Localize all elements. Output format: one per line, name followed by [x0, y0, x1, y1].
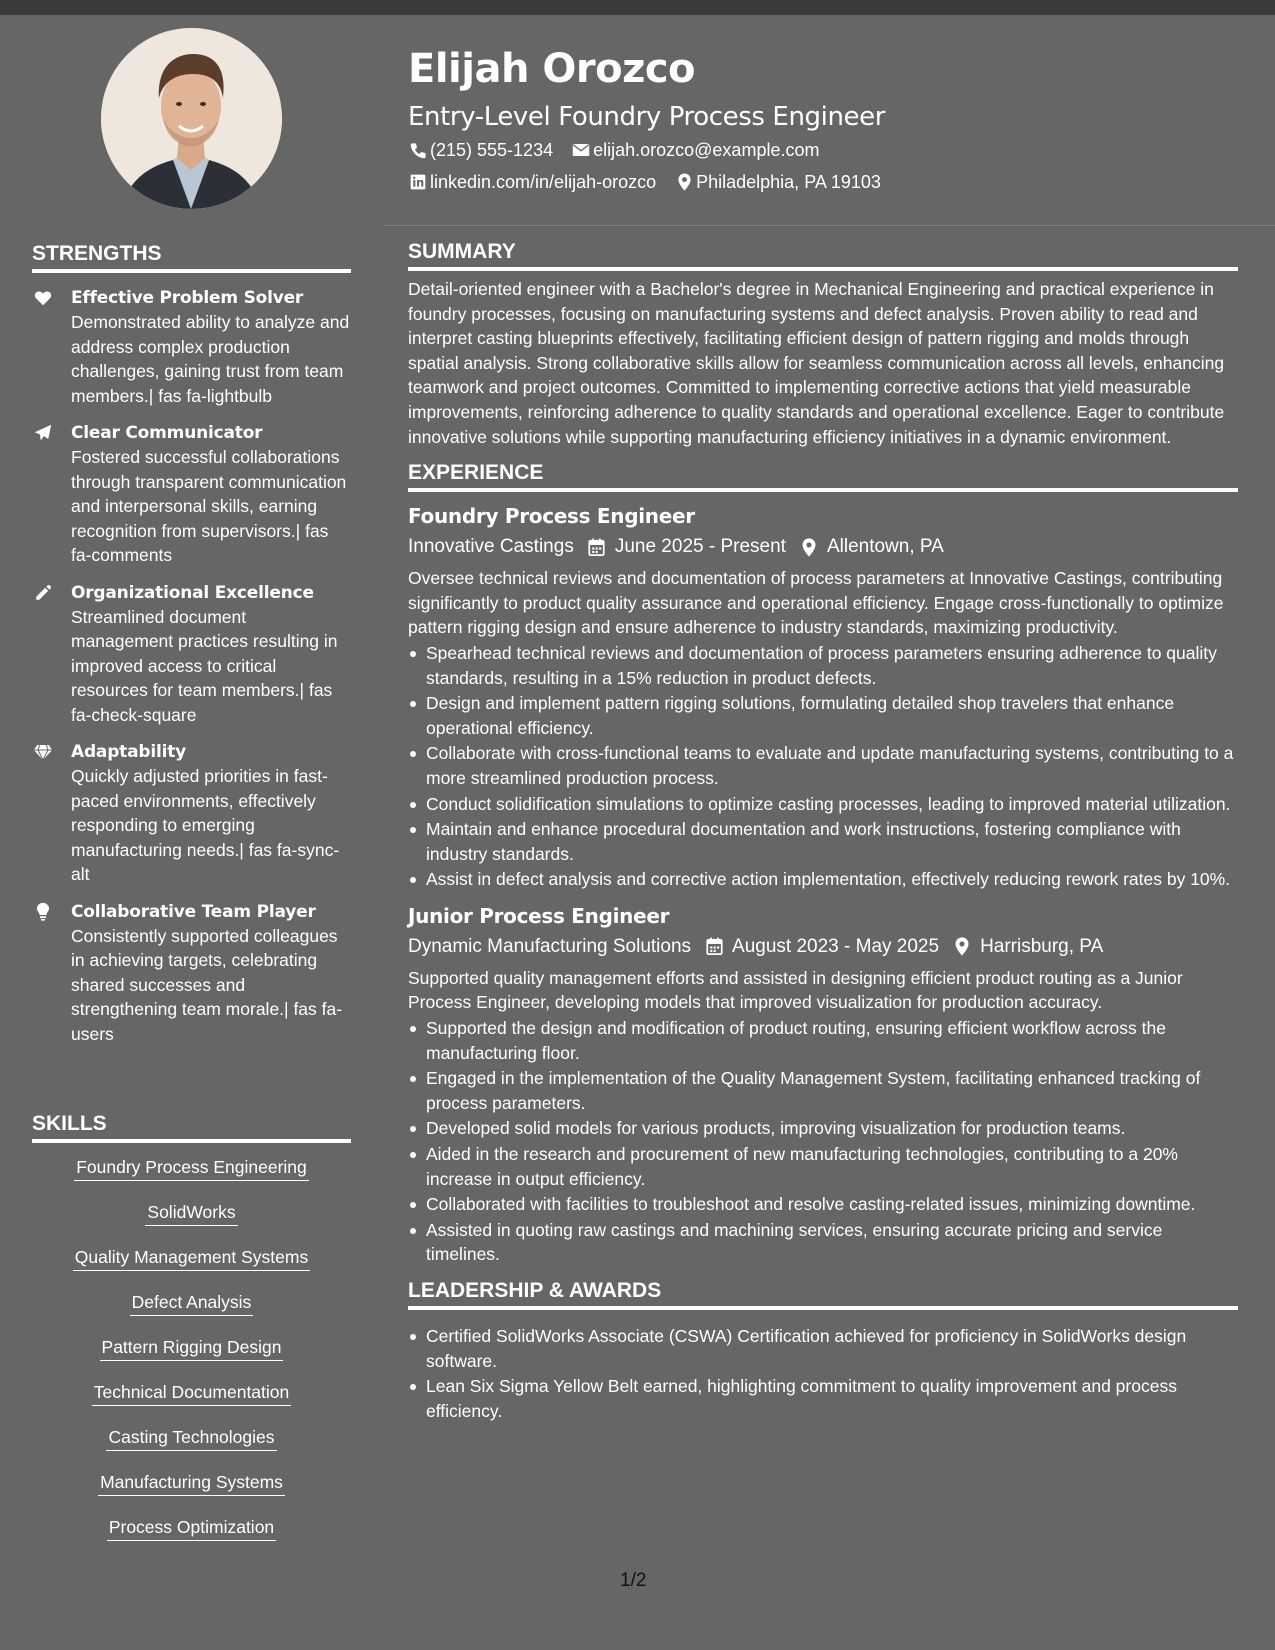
skill-label: Defect Analysis: [130, 1291, 254, 1316]
job-bullet: Design and implement pattern rigging solutions, formulating detailed shop travelers that enhance operational efficiency.: [408, 691, 1238, 740]
skills-section: [32, 1112, 351, 1561]
strength-title: Adaptability: [71, 742, 187, 762]
strength-title: Collaborative Team Player: [71, 901, 316, 922]
strength-item: [32, 740, 351, 887]
skill-item: [32, 1426, 351, 1471]
job-dates: June 2025 - Present: [614, 536, 786, 558]
strengths-section: [32, 242, 351, 1046]
strength-desc: Streamlined document management practices resulting in improved access to critical resources for team members.| fas fa-check-square: [71, 606, 338, 725]
strength-item: [32, 286, 351, 408]
skill-item: [32, 1246, 351, 1291]
strength-title: Effective Problem Solver: [71, 288, 304, 308]
award-item: Certified SolidWorks Associate (CSWA) Certification achieved for proficiency in SolidWorks design software.: [408, 1324, 1238, 1373]
skill-label: SolidWorks: [145, 1201, 237, 1226]
experience-heading: EXPERIENCE: [408, 461, 1238, 492]
job-meta: [408, 932, 1238, 962]
skill-item: [32, 1201, 351, 1246]
skill-item: [32, 1471, 351, 1516]
job-bullet: Supported the design and modification of product routing, ensuring efficient workflow across the manufacturing floor.: [408, 1016, 1238, 1065]
awards-heading: LEADERSHIP & AWARDS: [408, 1279, 1238, 1310]
skill-label: Foundry Process Engineering: [74, 1156, 309, 1181]
skill-item: [32, 1381, 351, 1426]
resume-header: [408, 38, 1248, 198]
summary-section: [408, 240, 1238, 449]
top-bar: [0, 0, 1275, 15]
job-meta: [408, 532, 1238, 562]
page-number: 1/2: [620, 1570, 647, 1591]
pencil-icon: [33, 583, 53, 603]
strength-desc: Demonstrated ability to analyze and address complex production challenges, gaining trust from team members.| fas fa-lightbulb: [71, 312, 350, 406]
job-dates: August 2023 - May 2025: [732, 935, 940, 957]
job-bullet: Aided in the research and procurement of new manufacturing technologies, contributing to a 20% increase in output efficiency.: [408, 1142, 1238, 1191]
job-role: Junior Process Engineer: [408, 903, 670, 928]
job-location: Harrisburg, PA: [980, 935, 1104, 957]
strength-title: Organizational Excellence: [71, 582, 314, 603]
strength-desc: Quickly adjusted priorities in fast-paced environments, effectively responding to emerging manufacturing needs.| fas fa-sync-alt: [71, 766, 340, 884]
skills-heading: SKILLS: [32, 1112, 351, 1143]
skill-item: [32, 1516, 351, 1561]
job-bullet: Developed solid models for various products, improving visualization for production teams.: [408, 1116, 1238, 1141]
skill-item: [32, 1291, 351, 1336]
job-entry: [408, 902, 1238, 1267]
phone-text: (215) 555-1234: [430, 140, 554, 160]
candidate-name: Elijah Orozco: [408, 46, 696, 92]
job-company: Dynamic Manufacturing Solutions: [408, 935, 692, 957]
awards-section: [408, 1279, 1238, 1423]
skill-label: Quality Management Systems: [73, 1246, 310, 1271]
contact-row: [408, 166, 1248, 198]
job-description: Supported quality management efforts and assisted in designing efficient product routing as a Junior Process Engineer, developing models that improved visualization for production accuracy.: [408, 967, 1183, 1013]
job-bullets: [408, 1016, 1238, 1267]
skill-label: Manufacturing Systems: [98, 1471, 285, 1496]
job-bullet: Maintain and enhance procedural documentation and work instructions, fostering compliance with industry standards.: [408, 817, 1238, 866]
envelope-icon: [571, 140, 591, 160]
skill-label: Pattern Rigging Design: [100, 1336, 284, 1361]
job-bullet: Collaborate with cross-functional teams to evaluate and update manufacturing systems, contributing to a more streamlined production process.: [408, 741, 1238, 790]
strength-item: [32, 900, 351, 1047]
linkedin-contact[interactable]: [408, 166, 656, 198]
awards-list: [408, 1324, 1238, 1423]
job-entry: [408, 502, 1238, 892]
job-bullet: Assist in defect analysis and corrective action implementation, effectively reducing rework rates by 10%.: [408, 867, 1238, 892]
strength-item: [32, 421, 351, 568]
map-marker-icon: [799, 536, 819, 558]
experience-section: [408, 461, 1238, 1267]
skill-label: Technical Documentation: [92, 1381, 292, 1406]
job-bullet: Engaged in the implementation of the Quality Management System, facilitating enhanced tracking of process parameters.: [408, 1066, 1238, 1115]
strength-title: Clear Communicator: [71, 423, 263, 443]
heart-icon: [33, 288, 53, 308]
header-divider: [383, 225, 1275, 226]
summary-text: Detail-oriented engineer with a Bachelor's degree in Mechanical Engineering and practical experience in foundry processes, focusing on manufacturing systems and defect analysis. Proven ability to read and interpret casting blueprints effectively, facilitating efficient design of pattern rigging and molds through spatial analysis. Strong collaborative skills allow for seamless communication across all levels, enhancing teamwork and project outcomes. Committed to implementing corrective actions that yield measurable improvements, reinforcing adherence to quality standards and operational excellence. Eager to contribute innovative solutions while supporting manufacturing efficiency initiatives in a dynamic environment.: [408, 279, 1225, 447]
job-location: Allentown, PA: [826, 536, 944, 558]
skill-item: [32, 1156, 351, 1201]
sidebar: [0, 15, 383, 1650]
job-bullet: Conduct solidification simulations to optimize casting processes, leading to improved material utilization.: [408, 792, 1238, 817]
email-text: elijah.orozco@example.com: [593, 140, 820, 160]
location-text: Philadelphia, PA 19103: [696, 172, 881, 192]
strength-desc: Consistently supported colleagues in achieving targets, celebrating shared successes and strengthening team morale.| fas fa-users: [71, 925, 343, 1044]
job-role: Foundry Process Engineer: [408, 504, 695, 529]
job-bullets: [408, 641, 1238, 892]
gem-icon: [33, 742, 53, 762]
contact-row: [408, 134, 1248, 166]
location-contact: [674, 166, 881, 198]
email-contact[interactable]: [571, 134, 819, 166]
phone-contact[interactable]: [408, 134, 553, 166]
job-bullet: Spearhead technical reviews and documentation of process parameters ensuring adherence to quality standards, resulting in a 15% reduction in product defects.: [408, 641, 1238, 690]
linkedin-text: linkedin.com/in/elijah-orozco: [430, 172, 657, 192]
award-item: Lean Six Sigma Yellow Belt earned, highlighting commitment to quality improvement and process efficiency.: [408, 1374, 1238, 1423]
phone-icon: [408, 140, 428, 160]
profile-photo: [101, 28, 282, 209]
skill-label: Process Optimization: [107, 1516, 276, 1541]
job-bullet: Assisted in quoting raw castings and machining services, ensuring accurate pricing and service timelines.: [408, 1218, 1238, 1267]
job-bullet: Collaborated with facilities to troubleshoot and resolve casting-related issues, minimizing downtime.: [408, 1192, 1238, 1217]
strengths-heading: STRENGTHS: [32, 242, 351, 273]
calendar-icon: [587, 536, 607, 558]
job-company: Innovative Castings: [408, 536, 574, 558]
candidate-title: Entry-Level Foundry Process Engineer: [408, 102, 886, 132]
lightbulb-icon: [33, 902, 53, 922]
paper-plane-icon: [33, 423, 53, 443]
skill-label: Casting Technologies: [106, 1426, 276, 1451]
job-description: Oversee technical reviews and documentation of process parameters at Innovative Castings, contributing significantly to product quality assurance and operational efficiency. Engage cross-functionally to optimize pattern rigging design and ensure adherence to industry standards, maximizing productivity.: [408, 568, 1224, 638]
map-marker-icon: [952, 936, 972, 958]
skills-list: [32, 1156, 351, 1561]
main-content: [408, 240, 1238, 1423]
skill-item: [32, 1336, 351, 1381]
linkedin-icon: [408, 172, 428, 192]
map-marker-icon: [674, 172, 694, 192]
calendar-icon: [704, 936, 724, 958]
summary-heading: SUMMARY: [408, 240, 1238, 271]
strength-item: [32, 581, 351, 728]
strength-desc: Fostered successful collaborations through transparent communication and interpersonal skills, earning recognition from supervisors.| fas fa-comments: [71, 447, 347, 565]
